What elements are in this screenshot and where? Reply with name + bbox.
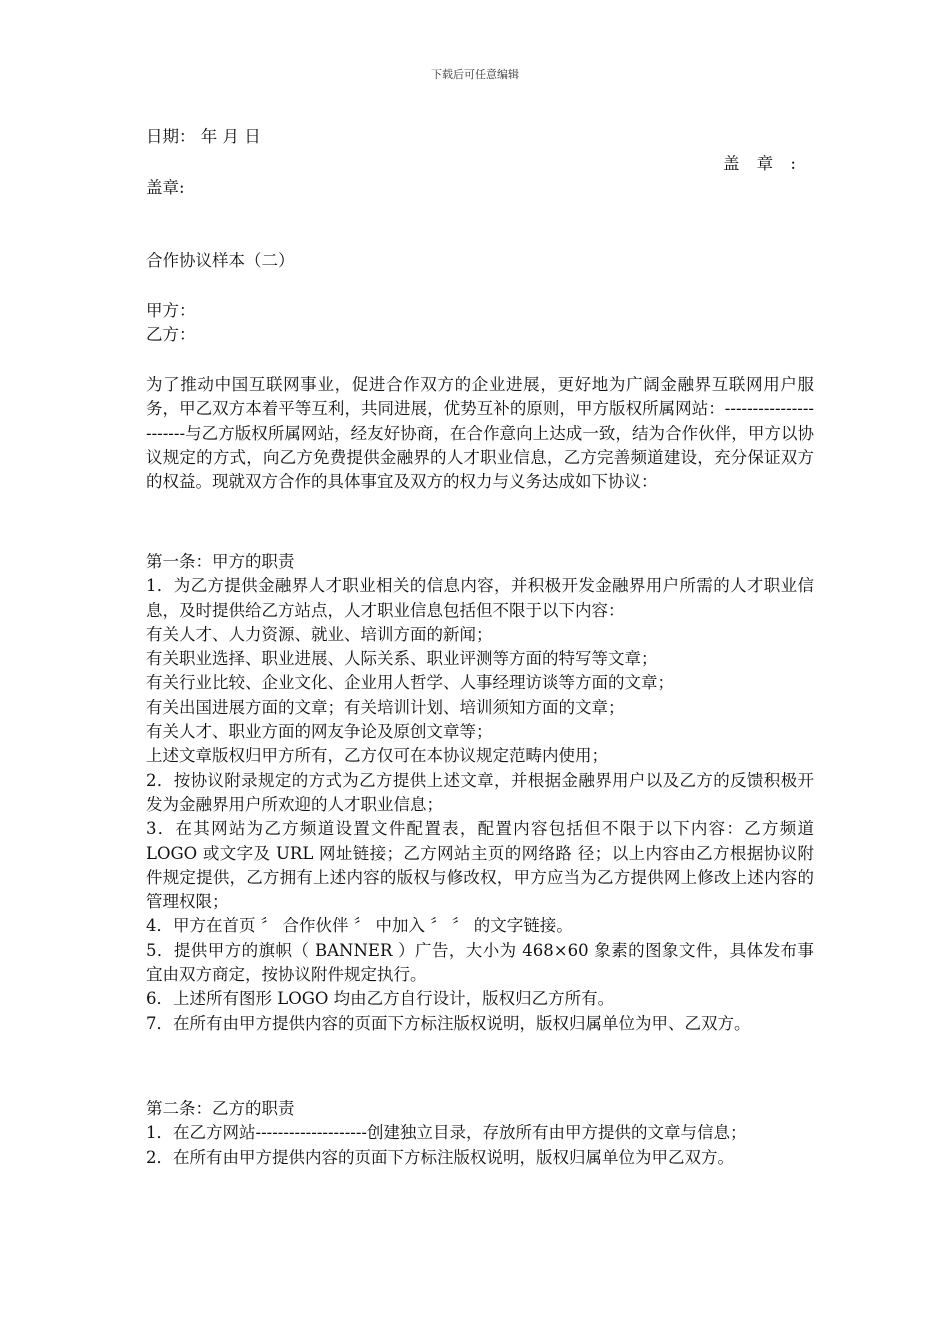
page-header: 下载后可任意编辑 — [431, 68, 519, 81]
party-b: 乙方： — [146, 325, 196, 344]
section-1-item: 3．在其网站为乙方频道设置文件配置表，配置内容包括但不限于以下内容：乙方频道 LOGO 或文字及 URL 网址链接；乙方网站主页的网络路 径；以上内容由乙方根据协议附件规定提供，乙方拥有上述内容的版权与修改权，甲方应当为乙方提供网上修改上述内容的管理权限； — [146, 819, 814, 912]
section-1-item: 有关行业比较、企业文化、企业用人哲学、人事经理访谈等方面的文章； — [146, 673, 674, 693]
section-1-item: 7．在所有由甲方提供内容的页面下方标注版权说明，版权归属单位为甲、乙双方。 — [146, 1013, 751, 1033]
section-1-item: 有关人才、人力资源、就业、培训方面的新闻； — [146, 624, 493, 644]
section-2-item: 1．在乙方网站--------------------创建独立目录，存放所有由甲方提供的文章与信息； — [146, 1123, 747, 1143]
seal-right: 盖 章 : — [722, 154, 802, 173]
section-1-item: 4．甲方在首页 〞 合作伙伴 〞 中加入 〞 〞 的文字链接。 — [146, 916, 573, 936]
agreement-title: 合作协议样本（二） — [146, 251, 295, 270]
section-1-item: 有关人才、职业方面的网友争论及原创文章等； — [146, 722, 493, 742]
seal-left: 盖章: — [146, 178, 185, 197]
section-1-item: 2．按协议附录规定的方式为乙方提供上述文章，并根据金融界用户以及乙方的反馈积极开发为金融界用户所欢迎的人才职业信息； — [146, 770, 814, 814]
section-2-item: 2．在所有由甲方提供内容的页面下方标注版权说明，版权归属单位为甲乙双方。 — [146, 1147, 734, 1167]
section-1-item: 有关职业选择、职业进展、人际关系、职业评测等方面的特写等文章； — [146, 649, 658, 669]
section-1-item: 5．提供甲方的旗帜（ BANNER ）广告，大小为 468×60 象素的图象文件，具体发布事宜由双方商定，按协议附件规定执行。 — [146, 940, 814, 985]
section-2-heading: 第二条：乙方的职责 — [146, 1099, 295, 1118]
section-1-item: 1．为乙方提供金融界人才职业相关的信息内容，并积极开发金融界用户所需的人才职业信息，及时提供给乙方站点，人才职业信息包括但不限于以下内容： — [146, 576, 814, 620]
section-1-item: 6．上述所有图形 LOGO 均由乙方自行设计，版权归乙方所有。 — [146, 989, 615, 1009]
section-1-item: 有关出国进展方面的文章；有关培训计划、培训须知方面的文章； — [146, 697, 625, 717]
section-1-item: 上述文章版权归甲方所有，乙方仅可在本协议规定范畴内使用； — [146, 746, 608, 766]
intro-text: 为了推动中国互联网事业，促进合作双方的企业进展，更好地为广阔金融界互联网用户服务，甲乙双方本着平等互利，共同进展，优势互补的原则，甲方版权所属网站：-----------------------与乙方版权所属网站，经友好协商，在合作意向上达成一致，结为合作伙伴，甲方以协议规定的方式，向乙方免费提供金融界的人才职业信息，乙方完善频道建设，充分保证双方的权益。现就双方合作的具体事宜及双方的权力与义务达成如下协议： — [146, 375, 814, 492]
intro-paragraph — [146, 373, 814, 494]
party-a: 甲方： — [146, 301, 196, 320]
section-1 — [146, 550, 814, 1036]
section-2 — [146, 1097, 814, 1170]
section-1-heading: 第一条：甲方的职责 — [146, 552, 295, 571]
date-line: 日期： 年 月 日 — [146, 127, 261, 146]
